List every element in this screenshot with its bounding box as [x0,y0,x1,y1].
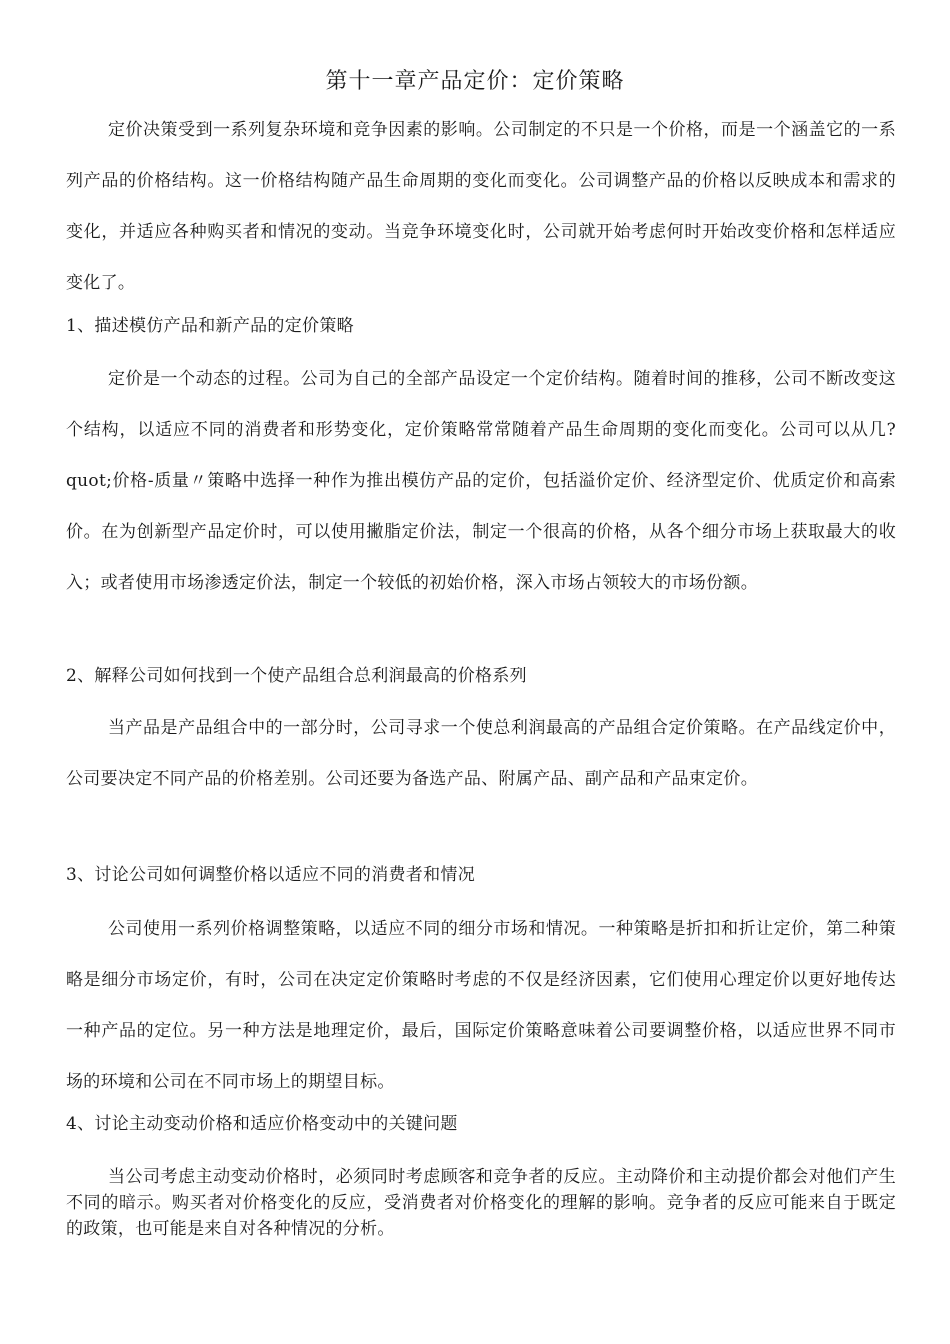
section-heading-3: 3、讨论公司如何调整价格以适应不同的消费者和情况 [66,865,476,885]
section-heading-2: 2、解释公司如何找到一个使产品组合总利润最高的价格系列 [66,666,527,686]
section-body-1: 定价是一个动态的过程。公司为自己的全部产品设定一个定价结构。随着时间的推移，公司不断改变这个结构，以适应不同的消费者和形势变化，定价策略常常随着产品生命周期的变化而变化。公司可以从几?quot;价格-质量〃策略中选择一种作为推出模仿产品的定价，包括溢价定价、经济型定价、优质定价和高索价。在为创新型产品定价时，可以使用撇脂定价法，制定一个很高的价格，从各个细分市场上获取最大的收入；或者使用市场渗透定价法，制定一个较低的初始价格，深入市场占领较大的市场份额。 [66,369,896,593]
page-title: 第十一章产品定价：定价策略 [325,69,625,94]
section-heading-1: 1、描述模仿产品和新产品的定价策略 [66,316,354,336]
section-body-3: 公司使用一系列价格调整策略，以适应不同的细分市场和情况。一种策略是折扣和折让定价，第二种策略是细分市场定价，有时，公司在决定定价策略时考虑的不仅是经济因素，它们使用心理定价以更好地传达一种产品的定位。另一种方法是地理定价，最后，国际定价策略意味着公司要调整价格，以适应世界不同市场的环境和公司在不同市场上的期望目标。 [66,919,896,1092]
section-body-4: 当公司考虑主动变动价格时，必须同时考虑顾客和竞争者的反应。主动降价和主动提价都会对他们产生不同的暗示。购买者对价格变化的反应，受消费者对价格变化的理解的影响。竞争者的反应可能来自于既定的政策，也可能是来自对各种情况的分析。 [66,1167,896,1239]
intro-paragraph: 定价决策受到一系列复杂环境和竞争因素的影响。公司制定的不只是一个价格，而是一个涵盖它的一系列产品的价格结构。这一价格结构随产品生命周期的变化而变化。公司调整产品的价格以反映成本和需求的变化，并适应各种购买者和情况的变动。当竞争环境变化时，公司就开始考虑何时开始改变价格和怎样适应变化了。 [66,120,896,293]
section-heading-4: 4、讨论主动变动价格和适应价格变动中的关键问题 [66,1114,458,1134]
section-body-2: 当产品是产品组合中的一部分时，公司寻求一个使总利润最高的产品组合定价策略。在产品线定价中，公司要决定不同产品的价格差别。公司还要为备选产品、附属产品、副产品和产品束定价。 [66,718,896,789]
